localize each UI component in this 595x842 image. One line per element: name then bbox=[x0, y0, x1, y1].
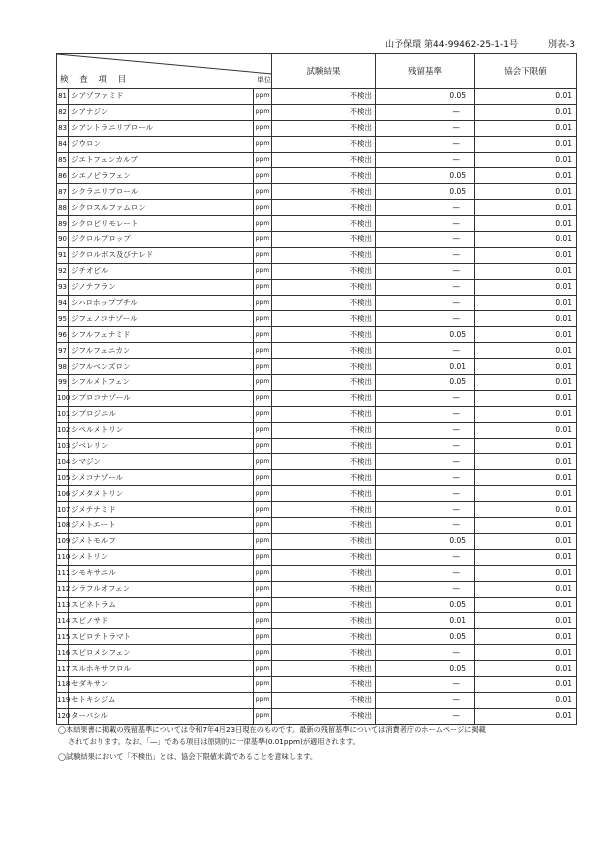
residue-limit: 0.05 bbox=[376, 327, 475, 343]
lower-limit: 0.01 bbox=[475, 375, 577, 391]
table-row bbox=[57, 375, 577, 391]
table-row bbox=[57, 390, 577, 406]
row-number: 115 bbox=[57, 629, 69, 645]
item-name: スピネトラム bbox=[69, 597, 254, 613]
item-unit: ppm bbox=[254, 311, 272, 327]
residue-limit: — bbox=[376, 581, 475, 597]
item-unit: ppm bbox=[254, 343, 272, 359]
table-row bbox=[57, 708, 577, 724]
row-number: 119 bbox=[57, 692, 69, 708]
test-result: 不検出 bbox=[272, 454, 376, 470]
row-number: 107 bbox=[57, 502, 69, 518]
row-number: 92 bbox=[57, 263, 69, 279]
item-name: スルホキサフロル bbox=[69, 661, 254, 677]
item-name: ジエトフェンカルブ bbox=[69, 152, 254, 168]
row-number: 101 bbox=[57, 406, 69, 422]
test-result: 不検出 bbox=[272, 581, 376, 597]
item-unit: ppm bbox=[254, 200, 272, 216]
item-header-cell bbox=[57, 54, 272, 89]
item-unit: ppm bbox=[254, 168, 272, 184]
test-result: 不検出 bbox=[272, 613, 376, 629]
table-row bbox=[57, 263, 577, 279]
lower-limit: 0.01 bbox=[475, 422, 577, 438]
test-result: 不検出 bbox=[272, 406, 376, 422]
lower-limit: 0.01 bbox=[475, 232, 577, 248]
row-number: 112 bbox=[57, 581, 69, 597]
notes-section bbox=[58, 724, 578, 763]
item-name: シラフルオフェン bbox=[69, 581, 254, 597]
test-result: 不検出 bbox=[272, 597, 376, 613]
lower-limit: 0.01 bbox=[475, 343, 577, 359]
test-result: 不検出 bbox=[272, 232, 376, 248]
item-unit: ppm bbox=[254, 597, 272, 613]
residue-limit: 0.05 bbox=[376, 89, 475, 105]
lower-limit: 0.01 bbox=[475, 89, 577, 105]
residue-limit: — bbox=[376, 645, 475, 661]
lower-limit: 0.01 bbox=[475, 454, 577, 470]
row-number: 91 bbox=[57, 247, 69, 263]
item-name: シアントラニリプロール bbox=[69, 120, 254, 136]
test-result: 不検出 bbox=[272, 136, 376, 152]
test-result: 不検出 bbox=[272, 708, 376, 724]
item-name: ジクロルボス及びナレド bbox=[69, 247, 254, 263]
residue-limit: — bbox=[376, 518, 475, 534]
item-name: シクラニリプロール bbox=[69, 184, 254, 200]
row-number: 108 bbox=[57, 518, 69, 534]
residue-limit: — bbox=[376, 549, 475, 565]
residue-limit: — bbox=[376, 216, 475, 232]
item-unit: ppm bbox=[254, 104, 272, 120]
row-number: 89 bbox=[57, 216, 69, 232]
test-result: 不検出 bbox=[272, 152, 376, 168]
lower-limit: 0.01 bbox=[475, 470, 577, 486]
residue-limit: — bbox=[376, 406, 475, 422]
result-header: 試験結果 bbox=[272, 54, 376, 89]
residue-limit: — bbox=[376, 136, 475, 152]
document-header bbox=[0, 37, 575, 49]
item-unit: ppm bbox=[254, 676, 272, 692]
table-row bbox=[57, 104, 577, 120]
item-unit: ppm bbox=[254, 390, 272, 406]
lower-limit: 0.01 bbox=[475, 549, 577, 565]
item-unit: ppm bbox=[254, 486, 272, 502]
residue-limit: 0.05 bbox=[376, 168, 475, 184]
row-number: 116 bbox=[57, 645, 69, 661]
item-unit: ppm bbox=[254, 232, 272, 248]
item-name: シモキサニル bbox=[69, 565, 254, 581]
table-row bbox=[57, 597, 577, 613]
residue-limit: 0.01 bbox=[376, 359, 475, 375]
lower-limit: 0.01 bbox=[475, 518, 577, 534]
lower-limit: 0.01 bbox=[475, 152, 577, 168]
table-row bbox=[57, 613, 577, 629]
lower-limit: 0.01 bbox=[475, 533, 577, 549]
row-number: 103 bbox=[57, 438, 69, 454]
item-name: シフルフェナミド bbox=[69, 327, 254, 343]
test-result: 不検出 bbox=[272, 390, 376, 406]
test-result: 不検出 bbox=[272, 629, 376, 645]
item-unit: ppm bbox=[254, 216, 272, 232]
item-unit: ppm bbox=[254, 375, 272, 391]
item-name: スピロメシフェン bbox=[69, 645, 254, 661]
lower-limit: 0.01 bbox=[475, 216, 577, 232]
row-number: 90 bbox=[57, 232, 69, 248]
item-name: シマジン bbox=[69, 454, 254, 470]
table-row bbox=[57, 168, 577, 184]
residue-limit: 0.05 bbox=[376, 184, 475, 200]
lower-limit: 0.01 bbox=[475, 708, 577, 724]
table-row bbox=[57, 247, 577, 263]
item-name: シメコナゾール bbox=[69, 470, 254, 486]
lower-limit: 0.01 bbox=[475, 629, 577, 645]
item-unit: ppm bbox=[254, 263, 272, 279]
table-body bbox=[57, 89, 577, 725]
item-name: ジメトモルフ bbox=[69, 533, 254, 549]
residue-limit: — bbox=[376, 311, 475, 327]
lower-limit: 0.01 bbox=[475, 120, 577, 136]
test-result: 不検出 bbox=[272, 104, 376, 120]
item-unit: ppm bbox=[254, 518, 272, 534]
residue-limit: — bbox=[376, 104, 475, 120]
table-row bbox=[57, 676, 577, 692]
item-name: シクロスルファムロン bbox=[69, 200, 254, 216]
item-name: ジウロン bbox=[69, 136, 254, 152]
attachment-label: 別表-3 bbox=[548, 40, 575, 50]
table-row bbox=[57, 279, 577, 295]
test-result: 不検出 bbox=[272, 676, 376, 692]
row-number: 83 bbox=[57, 120, 69, 136]
item-name: ジメトエート bbox=[69, 518, 254, 534]
table-row bbox=[57, 216, 577, 232]
lower-limit: 0.01 bbox=[475, 311, 577, 327]
item-unit: ppm bbox=[254, 549, 272, 565]
table-row bbox=[57, 645, 577, 661]
item-name: シフルメトフェン bbox=[69, 375, 254, 391]
lower-limit: 0.01 bbox=[475, 645, 577, 661]
table-row bbox=[57, 502, 577, 518]
table-row bbox=[57, 565, 577, 581]
item-unit: ppm bbox=[254, 661, 272, 677]
table-row bbox=[57, 533, 577, 549]
item-unit: ppm bbox=[254, 422, 272, 438]
table-row bbox=[57, 311, 577, 327]
lower-limit: 0.01 bbox=[475, 168, 577, 184]
test-result: 不検出 bbox=[272, 518, 376, 534]
item-unit: ppm bbox=[254, 502, 272, 518]
residue-limit: — bbox=[376, 565, 475, 581]
test-result: 不検出 bbox=[272, 200, 376, 216]
row-number: 110 bbox=[57, 549, 69, 565]
item-name: シメトリン bbox=[69, 549, 254, 565]
item-name: シペルメトリン bbox=[69, 422, 254, 438]
test-result: 不検出 bbox=[272, 120, 376, 136]
table-row bbox=[57, 343, 577, 359]
item-name: シアナジン bbox=[69, 104, 254, 120]
residue-limit: — bbox=[376, 263, 475, 279]
test-result: 不検出 bbox=[272, 311, 376, 327]
item-name: ターバシル bbox=[69, 708, 254, 724]
item-unit: ppm bbox=[254, 565, 272, 581]
lower-limit: 0.01 bbox=[475, 247, 577, 263]
test-result: 不検出 bbox=[272, 263, 376, 279]
row-number: 85 bbox=[57, 152, 69, 168]
item-unit: ppm bbox=[254, 247, 272, 263]
item-unit: ppm bbox=[254, 184, 272, 200]
lower-limit: 0.01 bbox=[475, 184, 577, 200]
lower-limit: 0.01 bbox=[475, 486, 577, 502]
item-name: ジメテナミド bbox=[69, 502, 254, 518]
item-name: セダキサン bbox=[69, 676, 254, 692]
test-result: 不検出 bbox=[272, 661, 376, 677]
test-results-table bbox=[56, 53, 577, 725]
item-unit: ppm bbox=[254, 454, 272, 470]
row-number: 95 bbox=[57, 311, 69, 327]
residue-limit: — bbox=[376, 486, 475, 502]
table-row bbox=[57, 438, 577, 454]
row-number: 94 bbox=[57, 295, 69, 311]
residue-limit: — bbox=[376, 120, 475, 136]
row-number: 120 bbox=[57, 708, 69, 724]
item-unit: ppm bbox=[254, 327, 272, 343]
unit-header-label: 単位 bbox=[257, 76, 272, 84]
table-row bbox=[57, 327, 577, 343]
item-name: スピロテトラマト bbox=[69, 629, 254, 645]
residue-limit: — bbox=[376, 390, 475, 406]
residue-limit: — bbox=[376, 247, 475, 263]
table-row bbox=[57, 581, 577, 597]
table-row bbox=[57, 120, 577, 136]
item-unit: ppm bbox=[254, 708, 272, 724]
lower-limit: 0.01 bbox=[475, 661, 577, 677]
table-row bbox=[57, 232, 577, 248]
lower-limit: 0.01 bbox=[475, 502, 577, 518]
residue-limit: — bbox=[376, 232, 475, 248]
item-header-label: 検 査 項 目 bbox=[60, 75, 131, 85]
residue-limit: — bbox=[376, 422, 475, 438]
lower-limit: 0.01 bbox=[475, 327, 577, 343]
table-row bbox=[57, 406, 577, 422]
lower-limit: 0.01 bbox=[475, 390, 577, 406]
item-name: シプロジニル bbox=[69, 406, 254, 422]
item-unit: ppm bbox=[254, 89, 272, 105]
lower-limit: 0.01 bbox=[475, 136, 577, 152]
item-name: ジフルベンズロン bbox=[69, 359, 254, 375]
table-row bbox=[57, 470, 577, 486]
note-1-line-2: されております。なお、「―」である項目は原則的に一律基準(0.01ppm)が適用されます。 bbox=[68, 737, 360, 746]
lod-header: 協会下限値 bbox=[475, 54, 577, 89]
test-result: 不検出 bbox=[272, 486, 376, 502]
row-number: 111 bbox=[57, 565, 69, 581]
item-name: ジメタメトリン bbox=[69, 486, 254, 502]
item-unit: ppm bbox=[254, 581, 272, 597]
row-number: 106 bbox=[57, 486, 69, 502]
test-result: 不検出 bbox=[272, 645, 376, 661]
residue-limit: — bbox=[376, 692, 475, 708]
test-result: 不検出 bbox=[272, 502, 376, 518]
test-result: 不検出 bbox=[272, 327, 376, 343]
item-name: ジフルフェニカン bbox=[69, 343, 254, 359]
lower-limit: 0.01 bbox=[475, 104, 577, 120]
lower-limit: 0.01 bbox=[475, 581, 577, 597]
test-result: 不検出 bbox=[272, 375, 376, 391]
residue-limit: — bbox=[376, 708, 475, 724]
test-result: 不検出 bbox=[272, 343, 376, 359]
table-row bbox=[57, 184, 577, 200]
row-number: 104 bbox=[57, 454, 69, 470]
item-name: シクロピリモレート bbox=[69, 216, 254, 232]
test-result: 不検出 bbox=[272, 279, 376, 295]
residue-limit: — bbox=[376, 438, 475, 454]
residue-limit: — bbox=[376, 470, 475, 486]
residue-limit: — bbox=[376, 454, 475, 470]
test-result: 不検出 bbox=[272, 470, 376, 486]
item-unit: ppm bbox=[254, 533, 272, 549]
item-unit: ppm bbox=[254, 406, 272, 422]
table-row bbox=[57, 152, 577, 168]
item-name: セトキシジム bbox=[69, 692, 254, 708]
test-result: 不検出 bbox=[272, 168, 376, 184]
row-number: 118 bbox=[57, 676, 69, 692]
residue-limit: 0.05 bbox=[376, 597, 475, 613]
residue-limit: — bbox=[376, 279, 475, 295]
test-result: 不検出 bbox=[272, 295, 376, 311]
row-number: 81 bbox=[57, 89, 69, 105]
row-number: 82 bbox=[57, 104, 69, 120]
item-name: シプロコナゾール bbox=[69, 390, 254, 406]
row-number: 102 bbox=[57, 422, 69, 438]
mrl-header: 残留基準 bbox=[376, 54, 475, 89]
test-result: 不検出 bbox=[272, 89, 376, 105]
item-name: ジチオピル bbox=[69, 263, 254, 279]
table-row bbox=[57, 629, 577, 645]
table-row bbox=[57, 295, 577, 311]
row-number: 117 bbox=[57, 661, 69, 677]
lower-limit: 0.01 bbox=[475, 597, 577, 613]
table-row bbox=[57, 661, 577, 677]
lower-limit: 0.01 bbox=[475, 676, 577, 692]
row-number: 113 bbox=[57, 597, 69, 613]
table-row bbox=[57, 518, 577, 534]
lower-limit: 0.01 bbox=[475, 565, 577, 581]
test-result: 不検出 bbox=[272, 422, 376, 438]
test-result: 不検出 bbox=[272, 247, 376, 263]
table-row bbox=[57, 359, 577, 375]
lower-limit: 0.01 bbox=[475, 359, 577, 375]
lower-limit: 0.01 bbox=[475, 295, 577, 311]
row-number: 105 bbox=[57, 470, 69, 486]
item-name: ジクロルプロップ bbox=[69, 232, 254, 248]
lower-limit: 0.01 bbox=[475, 406, 577, 422]
item-name: シエノピラフェン bbox=[69, 168, 254, 184]
test-result: 不検出 bbox=[272, 359, 376, 375]
row-number: 88 bbox=[57, 200, 69, 216]
row-number: 86 bbox=[57, 168, 69, 184]
item-unit: ppm bbox=[254, 359, 272, 375]
lower-limit: 0.01 bbox=[475, 438, 577, 454]
lower-limit: 0.01 bbox=[475, 692, 577, 708]
lower-limit: 0.01 bbox=[475, 613, 577, 629]
test-result: 不検出 bbox=[272, 216, 376, 232]
test-result: 不検出 bbox=[272, 184, 376, 200]
item-name: ジノテフラン bbox=[69, 279, 254, 295]
residue-limit: 0.05 bbox=[376, 629, 475, 645]
lower-limit: 0.01 bbox=[475, 279, 577, 295]
row-number: 96 bbox=[57, 327, 69, 343]
residue-limit: — bbox=[376, 676, 475, 692]
residue-limit: 0.01 bbox=[376, 613, 475, 629]
row-number: 100 bbox=[57, 390, 69, 406]
item-unit: ppm bbox=[254, 470, 272, 486]
row-number: 97 bbox=[57, 343, 69, 359]
table-row bbox=[57, 422, 577, 438]
residue-limit: — bbox=[376, 295, 475, 311]
item-unit: ppm bbox=[254, 295, 272, 311]
table-row bbox=[57, 454, 577, 470]
table-row bbox=[57, 89, 577, 105]
residue-limit: — bbox=[376, 502, 475, 518]
table-row bbox=[57, 549, 577, 565]
note-2: ◯試験結果において「不検出」とは、協会下限値未満であることを意味します。 bbox=[58, 752, 318, 761]
lower-limit: 0.01 bbox=[475, 200, 577, 216]
table-header-row bbox=[57, 54, 577, 89]
test-result: 不検出 bbox=[272, 565, 376, 581]
item-name: シアゾファミド bbox=[69, 89, 254, 105]
lower-limit: 0.01 bbox=[475, 263, 577, 279]
item-unit: ppm bbox=[254, 152, 272, 168]
residue-limit: 0.05 bbox=[376, 533, 475, 549]
test-result: 不検出 bbox=[272, 533, 376, 549]
item-name: ジフェノコナゾール bbox=[69, 311, 254, 327]
row-number: 87 bbox=[57, 184, 69, 200]
residue-limit: 0.05 bbox=[376, 661, 475, 677]
residue-limit: 0.05 bbox=[376, 375, 475, 391]
item-name: シハロホップブチル bbox=[69, 295, 254, 311]
row-number: 84 bbox=[57, 136, 69, 152]
item-name: ジベレリン bbox=[69, 438, 254, 454]
test-result: 不検出 bbox=[272, 549, 376, 565]
item-unit: ppm bbox=[254, 438, 272, 454]
reference-number: 山予保環 第44-99462-25-1-1号 bbox=[385, 40, 518, 50]
table-row bbox=[57, 136, 577, 152]
test-result: 不検出 bbox=[272, 438, 376, 454]
item-unit: ppm bbox=[254, 279, 272, 295]
item-unit: ppm bbox=[254, 613, 272, 629]
row-number: 99 bbox=[57, 375, 69, 391]
residue-limit: — bbox=[376, 152, 475, 168]
item-unit: ppm bbox=[254, 692, 272, 708]
item-unit: ppm bbox=[254, 629, 272, 645]
test-result: 不検出 bbox=[272, 692, 376, 708]
residue-limit: — bbox=[376, 343, 475, 359]
item-unit: ppm bbox=[254, 136, 272, 152]
note-1-line-1: ◯本結果書に掲載の残留基準については令和7年4月23日現在のものです。最新の残留基準については消費者庁のホームページに掲載 bbox=[58, 725, 486, 734]
table-row bbox=[57, 486, 577, 502]
row-number: 98 bbox=[57, 359, 69, 375]
table-row bbox=[57, 200, 577, 216]
row-number: 114 bbox=[57, 613, 69, 629]
item-unit: ppm bbox=[254, 120, 272, 136]
row-number: 109 bbox=[57, 533, 69, 549]
row-number: 93 bbox=[57, 279, 69, 295]
table-row bbox=[57, 692, 577, 708]
item-name: スピノサド bbox=[69, 613, 254, 629]
residue-limit: — bbox=[376, 200, 475, 216]
item-unit: ppm bbox=[254, 645, 272, 661]
